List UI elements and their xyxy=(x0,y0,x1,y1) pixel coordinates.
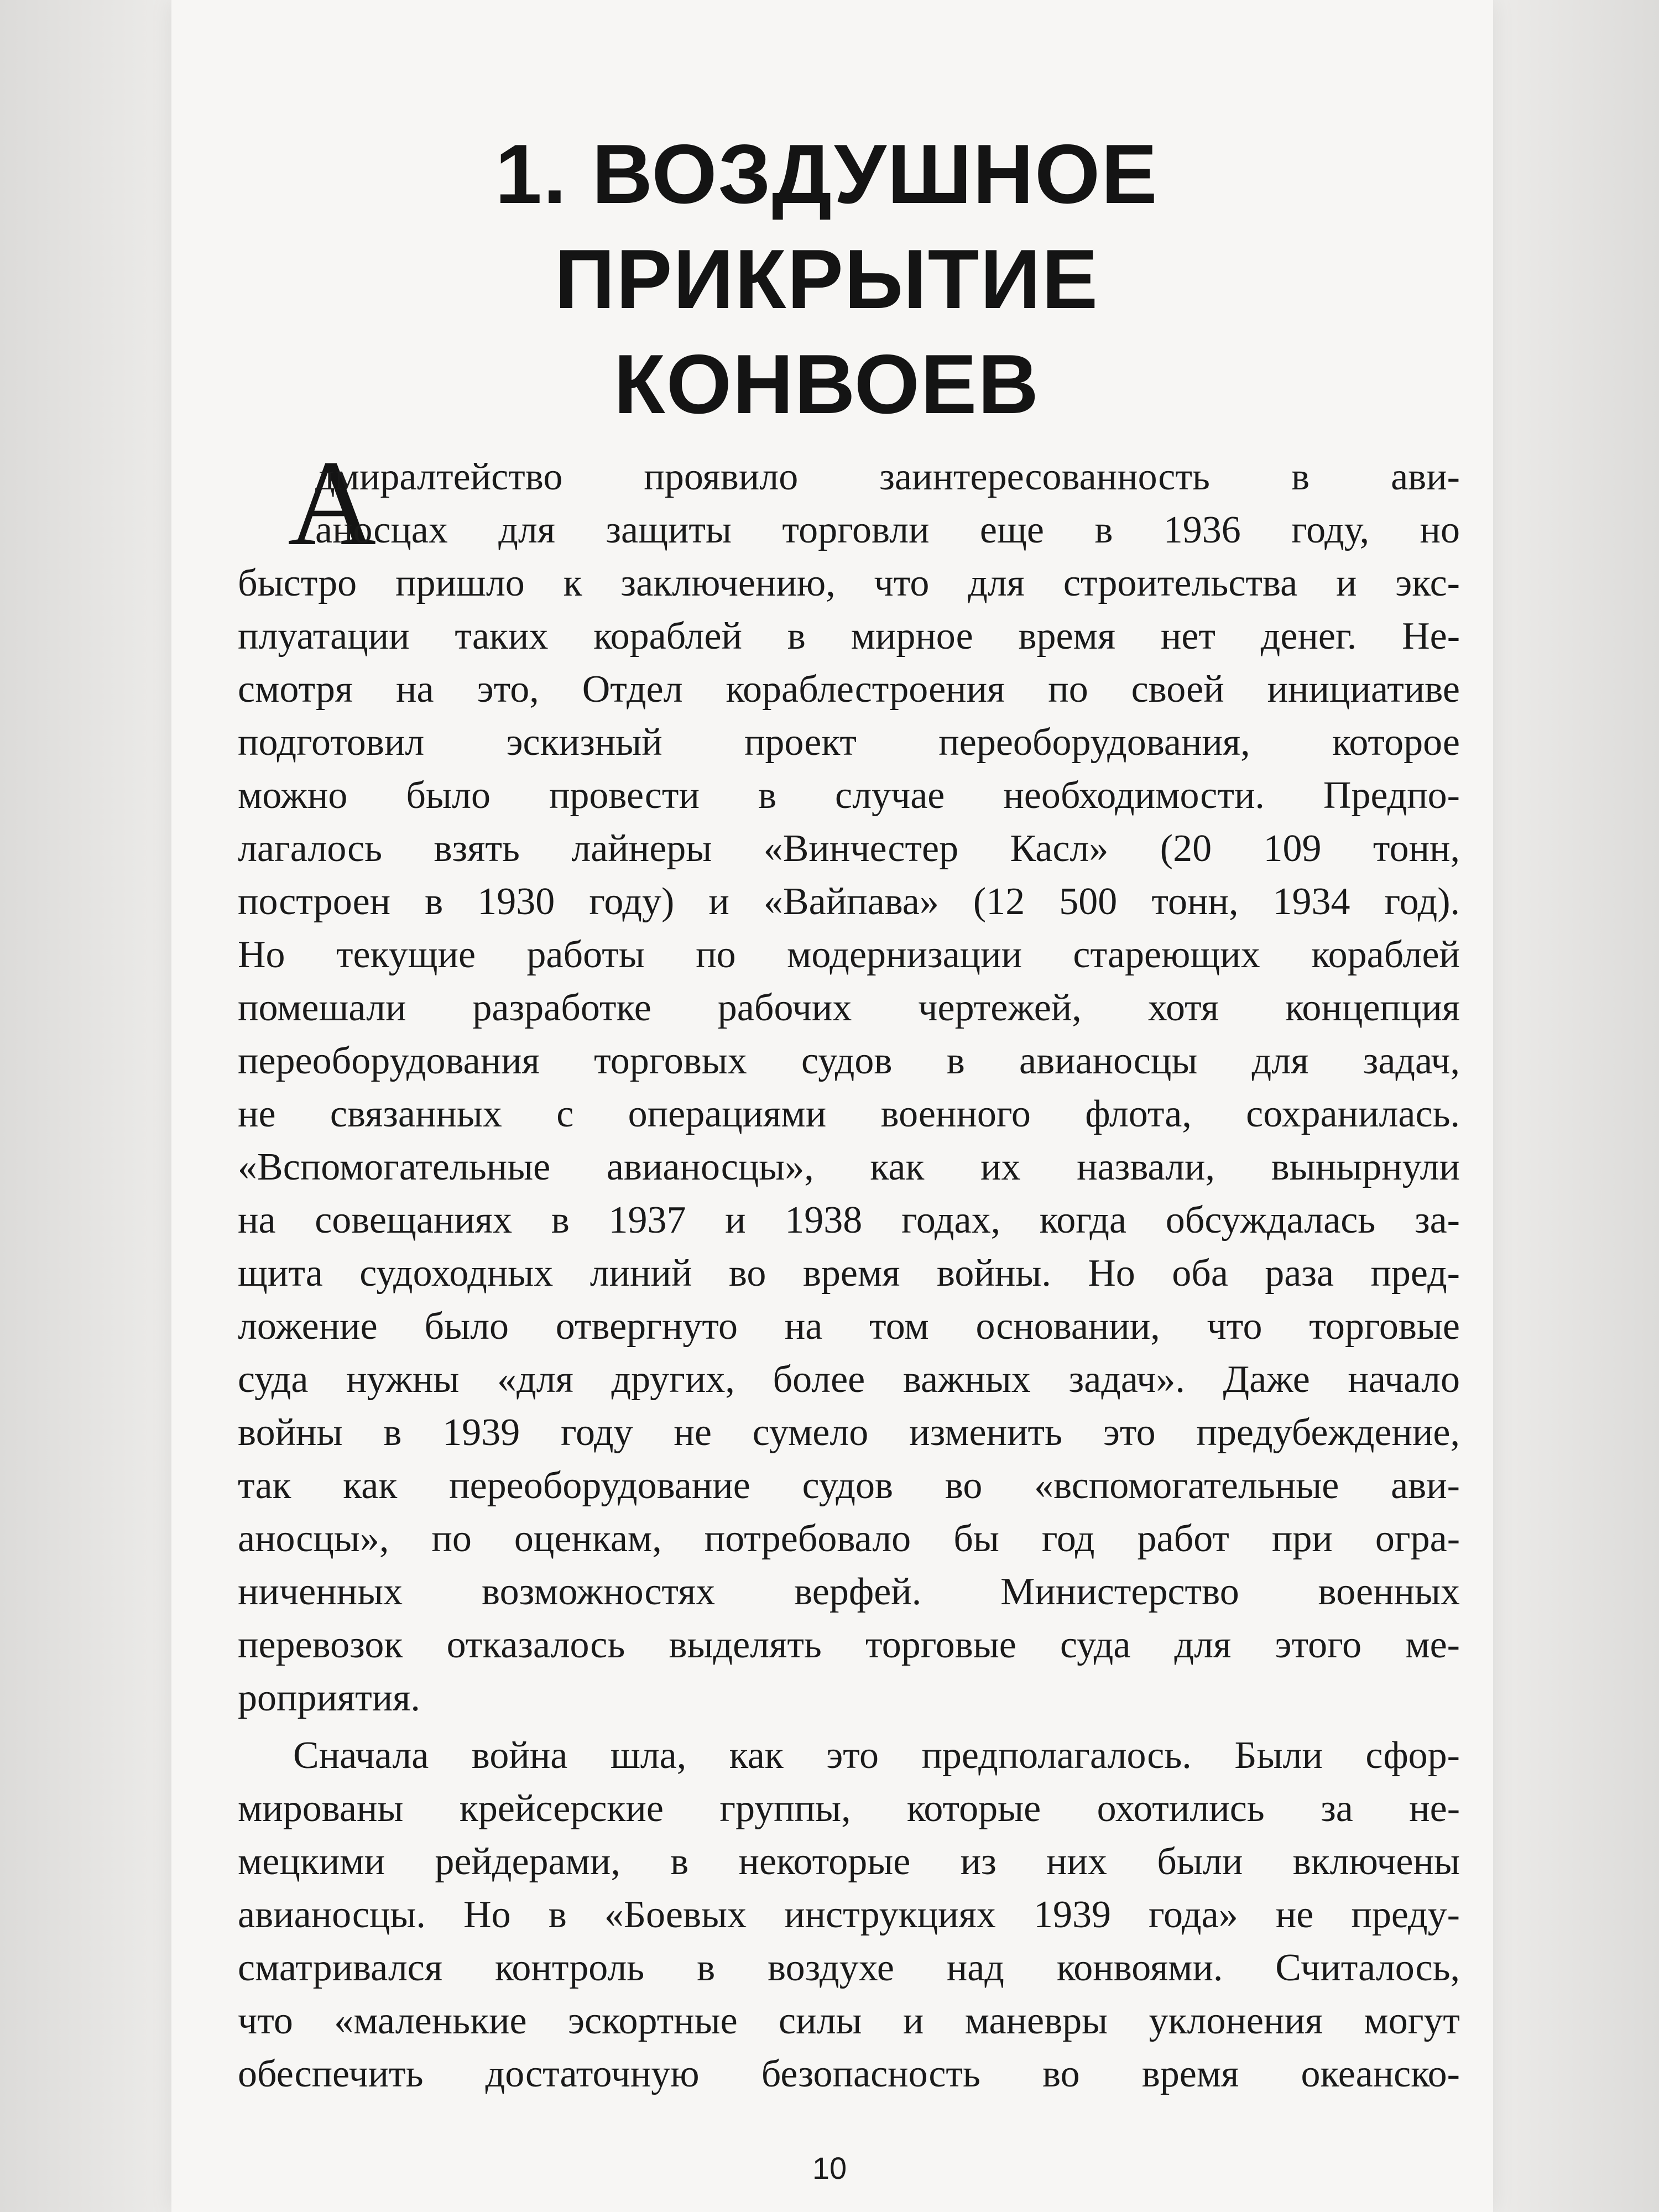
chapter-title-line-2: КОНВОЕВ xyxy=(613,337,1040,431)
text-line: помешали разработке рабочих чертежей, хотя концепция xyxy=(238,987,1460,1029)
text-line: Но текущие работы по модернизации стареющих кораблей xyxy=(238,933,1460,976)
text-line: быстро пришло к заключению, что для строительства и экс- xyxy=(238,562,1460,604)
text-line: перевозок отказалось выделять торговые суда для этого ме- xyxy=(238,1624,1460,1666)
text-line: аносцах для защиты торговли еще в 1936 году, но xyxy=(315,509,1460,551)
text-line: ниченных возможностях верфей. Министерство военных xyxy=(238,1571,1460,1613)
text-line: смотря на это, Отдел кораблестроения по своей инициативе xyxy=(238,668,1460,711)
text-line: суда нужны «для других, более важных задач». Даже начало xyxy=(238,1358,1460,1401)
page-number: 10 xyxy=(812,2151,847,2185)
text-line: плуатации таких кораблей в мирное время нет денег. Не- xyxy=(238,615,1460,658)
page-gutter-right xyxy=(1493,0,1659,2212)
text-line: что «маленькие эскортные силы и маневры уклонения могут xyxy=(238,2000,1460,2042)
text-line: можно было провести в случае необходимости. Предпо- xyxy=(238,774,1460,817)
text-line: аносцы», по оценкам, потребовало бы год работ при огра- xyxy=(238,1517,1460,1560)
text-line: Сначала война шла, как это предполагалось. Были сфор- xyxy=(293,1734,1460,1777)
text-line: дмиралтейство проявило заинтересованность в ави- xyxy=(315,456,1460,498)
chapter-title-line-1: 1. ВОЗДУШНОЕ ПРИКРЫТИЕ xyxy=(495,127,1159,326)
text-line: роприятия. xyxy=(238,1677,420,1719)
text-line: мецкими рейдерами, в некоторые из них были включены xyxy=(238,1840,1460,1883)
text-line: мированы крейсерские группы, которые охотились за не- xyxy=(238,1787,1460,1830)
text-line: лагалось взять лайнеры «Винчестер Касл» (20 109 тонн, xyxy=(238,827,1460,870)
paragraph-1 xyxy=(238,435,1460,1725)
text-line: «Вспомогательные авианосцы», как их назвали, вынырнули xyxy=(238,1146,1460,1188)
text-line: ложение было отвергнуто на том основании, что торговые xyxy=(238,1305,1460,1348)
text-line: не связанных с операциями военного флота, сохранилась. xyxy=(238,1093,1460,1135)
page-gutter-left xyxy=(0,0,171,2212)
text-line: на совещаниях в 1937 и 1938 годах, когда обсуждалась за- xyxy=(238,1199,1460,1241)
text-line: построен в 1930 году) и «Вайпава» (12 500 тонн, 1934 год). xyxy=(238,880,1460,923)
text-line: переоборудования торговых судов в авианосцы для задач, xyxy=(238,1040,1460,1082)
text-line: щита судоходных линий во время войны. Но оба раза пред- xyxy=(238,1252,1460,1295)
paragraph-2 xyxy=(238,1729,1460,2101)
body-text xyxy=(238,435,1460,2101)
text-line: сматривался контроль в воздухе над конвоями. Считалось, xyxy=(238,1947,1460,1989)
text-line: так как переоборудование судов во «вспомогательные ави- xyxy=(238,1464,1460,1507)
chapter-title xyxy=(238,122,1416,437)
text-line: обеспечить достаточную безопасность во время океанско- xyxy=(238,2053,1460,2095)
text-line: подготовил эскизный проект переоборудования, которое xyxy=(238,721,1460,764)
text-line: войны в 1939 году не сумело изменить это предубеждение, xyxy=(238,1411,1460,1454)
text-line: авианосцы. Но в «Боевых инструкциях 1939 года» не преду- xyxy=(238,1893,1460,1936)
drop-cap: А xyxy=(288,435,377,571)
